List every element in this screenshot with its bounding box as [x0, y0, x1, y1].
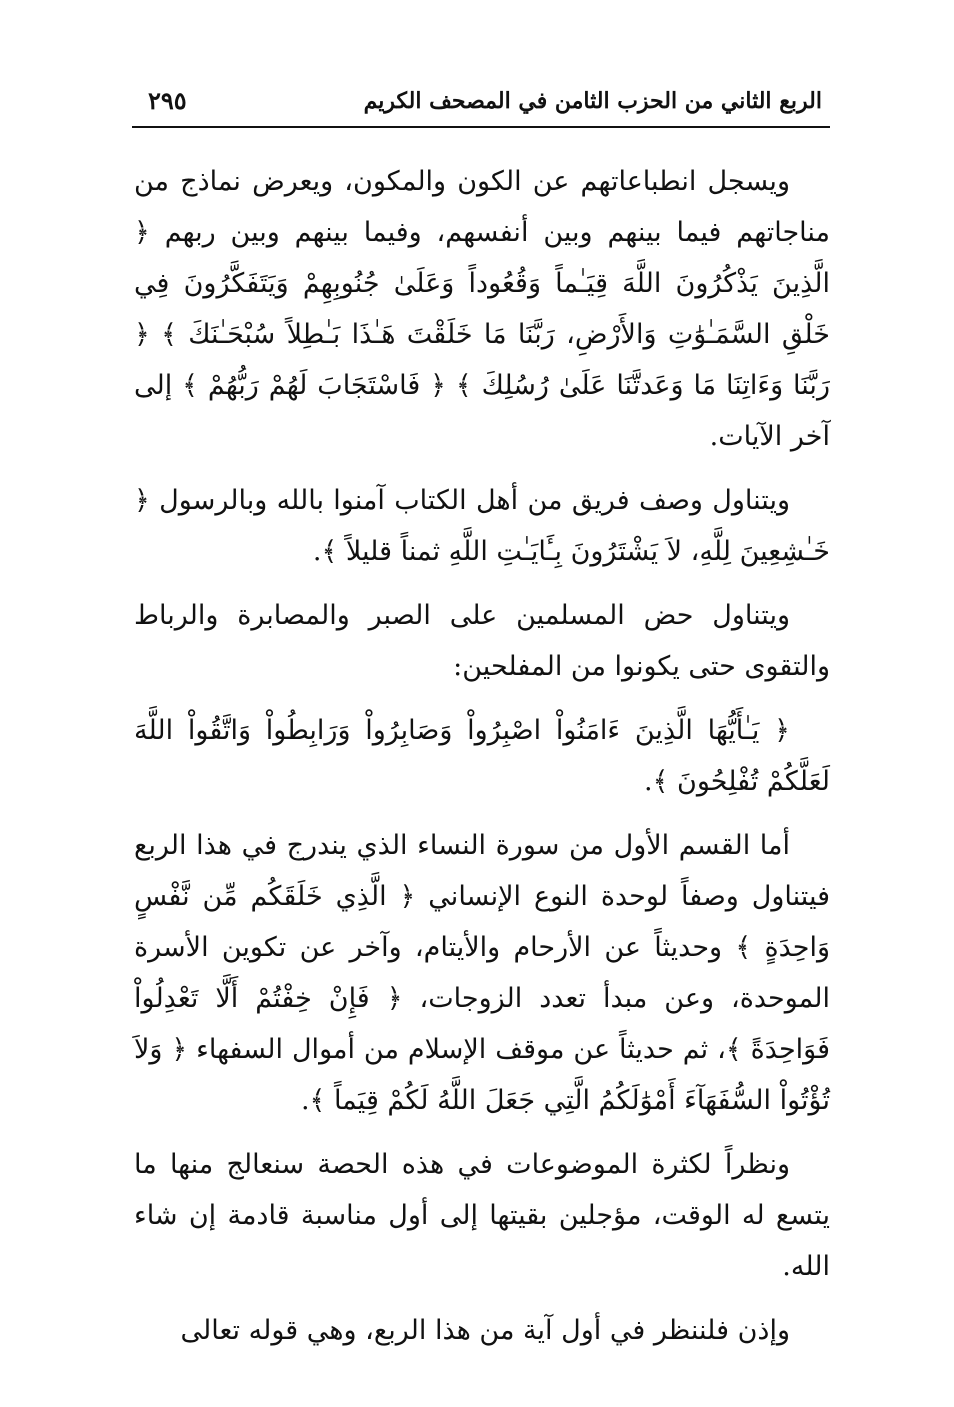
paragraph-5: أما القسم الأول من سورة النساء الذي يندرج في هذا الربع فيتناول وصفاً لوحدة النوع الإنساني ﴿ الَّذِي خَلَقَكُم مِّن نَّفْسٍ وَاحِدَةٍ ﴾ وحديثاً عن الأرحام والأيتام، وآخر عن تكوين الأسرة الموحدة، وعن مبدأ تعدد الزوجات، ﴿ فَإِنْ خِفْتُمْ أَلَّا تَعْدِلُواْ فَوَاحِدَةً ﴾، ثم حديثاً عن موقف الإسلام من أموال السفهاء ﴿ وَلاَ تُؤْتُواْ السُّفَهَآءَ أَمْوَٰلَكُمُ الَّتِي جَعَلَ اللَّهُ لَكُمْ قِيَماً ﴾. — [134, 830, 830, 1116]
header-rule — [132, 126, 830, 128]
page-number: ٢٩٥ — [148, 86, 187, 115]
body-text — [134, 156, 830, 1369]
paragraph-3: ويتناول حض المسلمين على الصبر والمصابرة والرباط والتقوى حتى يكونوا من المفلحين: — [134, 600, 830, 682]
quran-verse-paragraph: ﴿ يَـٰأَيُّهَا الَّذِينَ ءَامَنُواْ اصْبِرُواْ وَصَابِرُواْ وَرَابِطُواْ وَاتَّقُواْ اللَّهَ لَعَلَّكُمْ تُفْلِحُونَ ﴾. — [134, 715, 830, 797]
paragraph-2: ويتناول وصف فريق من أهل الكتاب آمنوا بالله وبالرسول ﴿ خَـٰشِعِينَ لِلَّهِ، لاَ يَشْتَرُونَ بِـَٔايَـٰتِ اللَّهِ ثمناً قليلاً ﴾. — [134, 485, 830, 567]
header-title: الربع الثاني من الحزب الثامن في المصحف الكريم — [363, 88, 822, 114]
paragraph-6: ونظراً لكثرة الموضوعات في هذه الحصة سنعالج منها ما يتسع له الوقت، مؤجلين بقيتها إلى أول مناسبة قادمة إن شاء الله. — [134, 1149, 830, 1282]
paragraph-1: ويسجل انطباعاتهم عن الكون والمكون، ويعرض نماذج من مناجاتهم فيما بينهم وبين أنفسهم، وفيما بينهم وبين ربهم ﴿ الَّذِينَ يَذْكُرُونَ اللَّهَ قِيَـٰماً وَقُعُوداً وَعَلَىٰ جُنُوبِهِمْ وَيَتَفَكَّرُونَ فِي خَلْقِ السَّمَـٰوَٰتِ وَالأَرْضِ، رَبَّنَا مَا خَلَقْتَ هَـٰذَا بَـٰطِلاً سُبْحَـٰنَكَ ﴾ ﴿ رَبَّنَا وَءَاتِنَا مَا وَعَدتَّنَا عَلَىٰ رُسُلِكَ ﴾ ﴿ فَاسْتَجَابَ لَهُمْ رَبُّهُمْ ﴾ إلى آخر الآيات. — [134, 166, 830, 452]
paragraph-7: وإذن فلننظر في أول آية من هذا الربع، وهي قوله تعالى — [180, 1315, 790, 1346]
running-header — [132, 86, 828, 124]
